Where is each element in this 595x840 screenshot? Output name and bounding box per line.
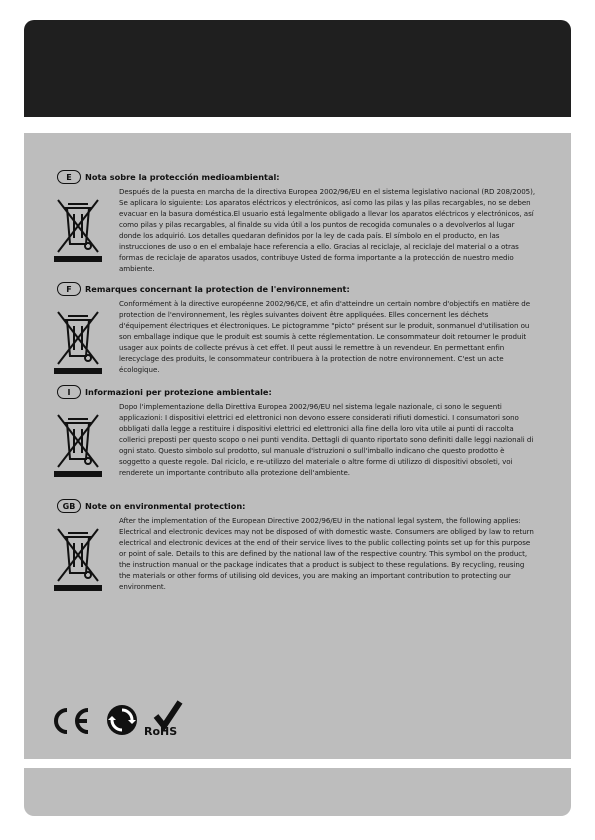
rohs-mark (142, 700, 188, 740)
language-badge: GB (57, 499, 81, 513)
header-bar (24, 20, 571, 117)
section-text: Dopo l'implementazione della Direttiva Europea 2002/96/EU nel sistema legale nazionale, ci sono le seguenti applicazioni: I dispositivi elettrici ed elettronici non devono essere considerati rifiuti domestici. I consumatori sono obbligati dalla legge a restituire i dispositivi elettrici ed elettronici alla fine della loro vita utile ai punti di raccolta collerici preposti per questo scopo o nei punti vendita. Dettagli di quanto riportato sono definiti dalle leggi nazionali di ogni stato. Questo simbolo sul prodotto, sul manuale d'istruzioni o sull'imballo indicano che questo prodotto è soggetto a queste regole. Dal riciclo, e re-utilizzo del materiale o altre forme di utilizzo di dispositivi obsoleti, voi renderete un importante contributo alla protezione dell'ambiente. (119, 402, 534, 477)
section-text: After the implementation of the European Directive 2002/96/EU in the national legal system, the following applies: Electrical and electronic devices may not be disposed of with domestic waste. Consumers are obliged by law to return electrical and electronic devices at the end of their service lives to the public collecting points set up for this purpose or point of sale. Details to this are defined by the national law of the respective country. This symbol on the product, the instruction manual or the package indicates that a product is subject to these regulations. By recycling, reusing the materials or other forms of utilising old devices, you are making an important contribution to protecting our environment. (119, 516, 534, 591)
section-header (33, 170, 543, 184)
section-spanish (33, 170, 543, 274)
section-title: Nota sobre la protección medioambiental: (85, 172, 280, 182)
section-title: Note on environmental protection: (85, 501, 246, 511)
ce-mark-icon (50, 706, 92, 736)
recycle-icon (106, 704, 138, 736)
section-english (33, 499, 543, 592)
section-title: Remarques concernant la protection de l'environnement: (85, 284, 350, 294)
language-badge: E (57, 170, 81, 184)
crossed-out-wheelie-bin-icon (54, 521, 102, 591)
section-title: Informazioni per protezione ambientale: (85, 387, 272, 397)
section-header (33, 282, 543, 296)
crossed-out-wheelie-bin-icon (54, 407, 102, 477)
section-header (33, 385, 543, 399)
section-text: Conformément à la directive européenne 2002/96/CE, et afin d'atteindre un certain nombre d'objectifs en matière de protection de l'environnement, les règles suivantes doivent être appliquées. Elles concernent les déchets d'équipement électriques et électroniques. Le pictogramme "picto" présent sur le produit, sonmanuel d'utilisation ou son emballage indique que le produit est soumis à cette réglementation. Le consommateur doit retourner le produit usager aux points de collecte prévus à cet effet. Il peut aussi le remettre à un revendeur. En permettant enfin lerecyclage des produits, le consommateur contribuera à la protection de notre environnement. C'est un acte écologique. (119, 299, 531, 374)
crossed-out-wheelie-bin-icon (54, 304, 102, 374)
section-text: Después de la puesta en marcha de la directiva Europea 2002/96/EU en el sistema legislativo nacional (RD 208/2005), Se aplicara lo siguiente: Los aparatos eléctricos y electrónicos, así como las pilas y las pilas recargables, no se deben evacuar en la basura doméstica.El usuario está legalmente obligado a llevar los aparatos eléctricos y electrónicos, así como pilas y pilas recargables, al finalde su vida útil a los puntos de recogida comunales o a devolverlos al lugar donde los adquirió. Los detalles quedaran definidos por la ley de cada país. El símbolo en el producto, en las instrucciones de uso o en el embalaje hace referencia a ello. Gracias al reciclaje, al reciclaje del material o a otras formas de reciclaje de aparatos usados, contribuye Usted de forma importante a la protección de nuestro medio ambiente. (119, 187, 536, 273)
certification-logos (50, 700, 200, 740)
rohs-label: RoHS (144, 725, 178, 738)
language-badge: I (57, 385, 81, 399)
footer-bar (24, 768, 571, 816)
section-italian (33, 385, 543, 478)
section-header (33, 499, 543, 513)
language-badge: F (57, 282, 81, 296)
section-french (33, 282, 543, 375)
crossed-out-wheelie-bin-icon (54, 192, 102, 262)
